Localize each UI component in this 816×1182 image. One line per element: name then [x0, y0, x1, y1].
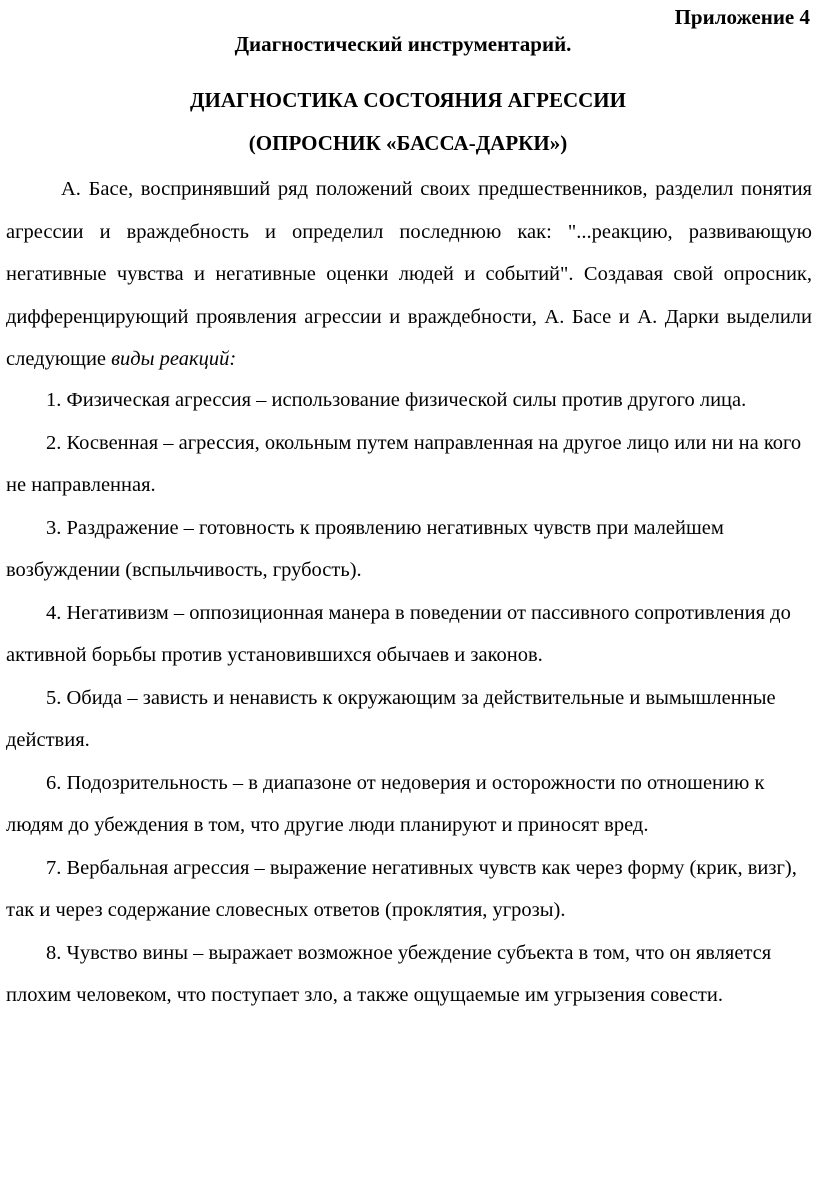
section-subtitle: Диагностический инструментарий. — [234, 32, 572, 56]
intro-text: А. Басе, воспринявший ряд положений своих предшественников, разделил понятия агрессии и враждебность и определил последнюю как: "...реакцию, развивающую негативные чувства и негативные оценки людей и событий". Создавая свой опросник, дифференцирующий проявления агрессии и враждебности, А. Басе и А. Дарки выделили следующие — [6, 178, 812, 370]
list-item: 4. Негативизм – оппозиционная манера в поведении от пассивного сопротивления до активной борьбы против установившихся обычаев и законов. — [6, 601, 791, 666]
list-item: 7. Вербальная агрессия – выражение негативных чувств как через форму (крик, визг), так и через содержание словесных ответов (проклятия, угрозы). — [6, 856, 797, 921]
list-item: 6. Подозрительность – в диапазоне от недоверия и осторожности по отношению к людям до убеждения в том, что другие люди планируют и приносят вред. — [6, 771, 765, 836]
document-title-subline: (ОПРОСНИК «БАССА-ДАРКИ») — [248, 131, 568, 155]
intro-emphasis: виды реакций: — [111, 348, 237, 370]
reaction-types-list — [6, 379, 812, 1017]
document-title: ДИАГНОСТИКА СОСТОЯНИЯ АГРЕССИИ — [190, 88, 626, 112]
list-item: 1. Физическая агрессия – использование физической силы против другого лица. — [46, 389, 747, 411]
appendix-label: Приложение 4 — [674, 5, 810, 29]
intro-paragraph — [6, 168, 812, 381]
list-item: 3. Раздражение – готовность к проявлению негативных чувств при малейшем возбуждении (вспыльчивость, грубость). — [6, 516, 724, 581]
list-item: 8. Чувство вины – выражает возможное убеждение субъекта в том, что он является плохим человеком, что поступает зло, а также ощущаемые им угрызения совести. — [6, 941, 772, 1006]
list-item: 2. Косвенная – агрессия, окольным путем направленная на другое лицо или ни на кого не направленная. — [6, 431, 802, 496]
list-item: 5. Обида – зависть и ненависть к окружающим за действительные и вымышленные действия. — [6, 686, 776, 751]
